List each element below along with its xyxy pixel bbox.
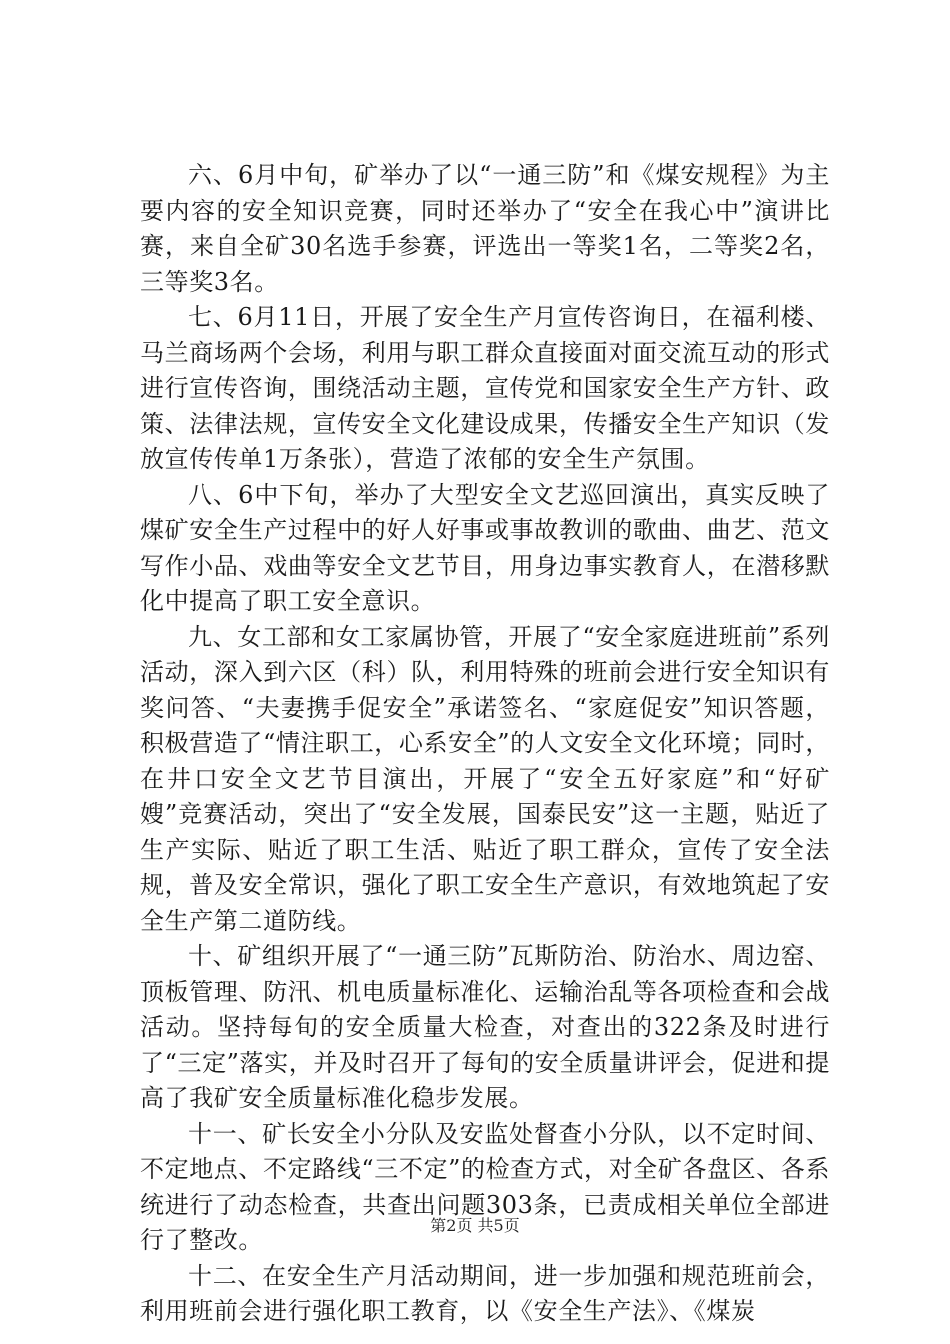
paragraph-11: 十一、矿长安全小分队及安监处督查小分队，以不定时间、不定地点、不定路线“三不定”的检查方式，对全矿各盘区、各系统进行了动态检查，共查出问题303条，已责成相关单位全部进行了整改。 bbox=[140, 1119, 830, 1254]
page-number-footer: 第2页 共5页 bbox=[430, 1216, 520, 1235]
paragraph-7: 七、6月11日，开展了安全生产月宣传咨询日，在福利楼、马兰商场两个会场，利用与职工群众直接面对面交流互动的形式进行宣传咨询，围绕活动主题，宣传党和国家安全生产方针、政策、法律法规，宣传安全文化建设成果，传播安全生产知识（发放宣传传单1万条张），营造了浓郁的安全生产氛围。 bbox=[140, 303, 830, 473]
paragraph-12: 十二、在安全生产月活动期间，进一步加强和规范班前会，利用班前会进行强化职工教育，以《安全生产法》、《煤炭 bbox=[140, 1261, 830, 1325]
paragraph-6: 六、6月中旬，矿举办了以“一通三防”和《煤安规程》为主要内容的安全知识竞赛，同时还举办了“安全在我心中”演讲比赛，来自全矿30名选手参赛，评选出一等奖1名，二等奖2名，三等奖3名。 bbox=[140, 161, 830, 296]
paragraph-8: 八、6中下旬，举办了大型安全文艺巡回演出，真实反映了煤矿安全生产过程中的好人好事或事故教训的歌曲、曲艺、范文写作小品、戏曲等安全文艺节目，用身边事实教育人，在潜移默化中提高了职工安全意识。 bbox=[140, 480, 830, 615]
paragraph-9: 九、女工部和女工家属协管，开展了“安全家庭进班前”系列活动，深入到六区（科）队，利用特殊的班前会进行安全知识有奖问答、“夫妻携手促安全”承诺签名、“家庭促安”知识答题，积极营造了“情注职工，心系安全”的人文安全文化环境；同时，在井口安全文艺节目演出，开展了“安全五好家庭”和“好矿嫂”竞赛活动，突出了“安全发展，国泰民安”这一主题，贴近了生产实际、贴近了职工生活、贴近了职工群众，宣传了安全法规，普及安全常识，强化了职工安全生产意识，有效地筑起了安全生产第二道防线。 bbox=[140, 622, 830, 935]
document-body bbox=[140, 158, 830, 1330]
paragraph-10: 十、矿组织开展了“一通三防”瓦斯防治、防治水、周边窑、顶板管理、防汛、机电质量标准化、运输治乱等各项检查和会战活动。坚持每旬的安全质量大检查，对查出的322条及时进行了“三定”落实，并及时召开了每旬的安全质量讲评会，促进和提高了我矿安全质量标准化稳步发展。 bbox=[140, 942, 830, 1112]
